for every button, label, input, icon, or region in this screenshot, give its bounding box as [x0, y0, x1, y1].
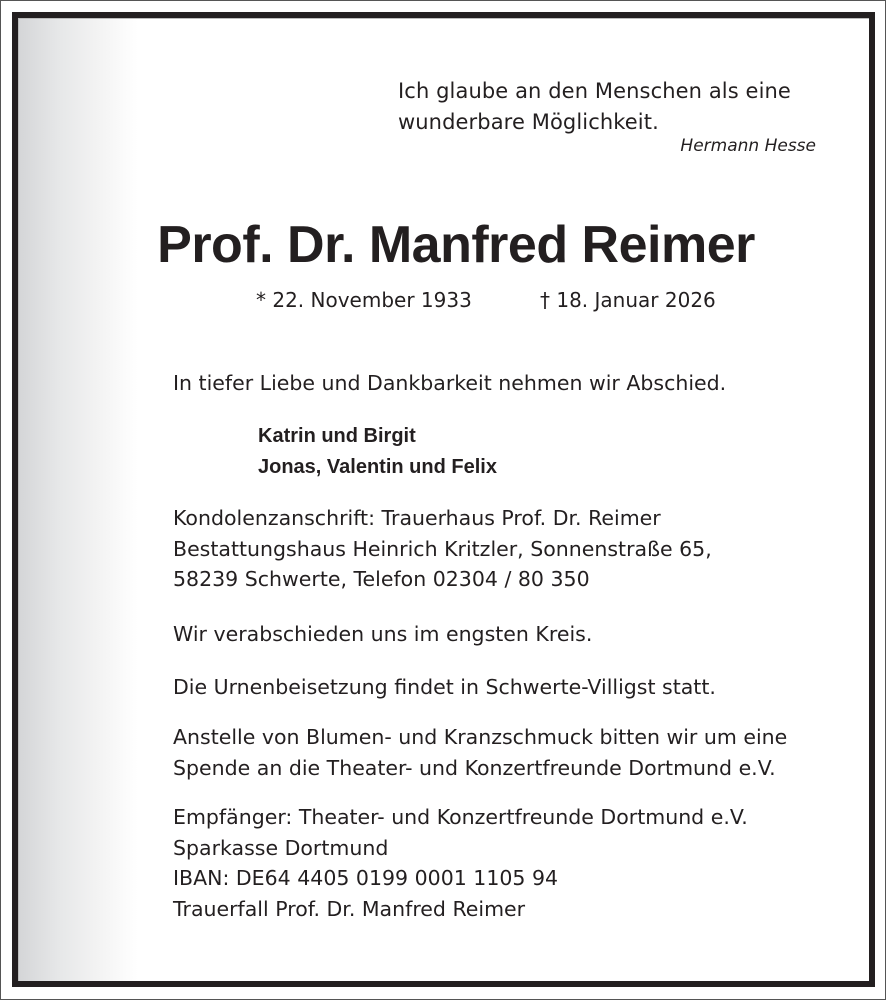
family-names [258, 421, 497, 483]
quote [398, 76, 791, 138]
family-line-1: Katrin und Birgit [258, 425, 416, 447]
bank-details [173, 802, 748, 924]
bank-iban: IBAN: DE64 4405 0199 0001 1105 94 [173, 866, 559, 890]
death-date: † 18. Januar 2026 [540, 288, 716, 312]
condolence-line-1: Kondolenzanschrift: Trauerhaus Prof. Dr. Reimer [173, 506, 661, 530]
farewell-text: In tiefer Liebe und Dankbarkeit nehmen wir Abschied. [173, 371, 727, 395]
bank-reference: Trauerfall Prof. Dr. Manfred Reimer [173, 896, 526, 921]
burial-notice: Die Urnenbeisetzung findet in Schwerte-Villigst statt. [173, 675, 716, 699]
condolence-line-3: 58239 Schwerte, Telefon 02304 / 80 350 [173, 567, 590, 591]
condolence-line-2: Bestattungshaus Heinrich Kritzler, Sonnenstraße 65, [173, 536, 712, 561]
quote-line-2: wunderbare Möglichkeit. [398, 110, 659, 134]
quote-line-1: Ich glaube an den Menschen als eine [398, 79, 791, 103]
donation-notice [173, 722, 787, 783]
quote-author: Hermann Hesse [680, 136, 816, 156]
bank-recipient: Empfänger: Theater- und Konzertfreunde Dortmund e.V. [173, 805, 748, 829]
bank-name: Sparkasse Dortmund [173, 835, 389, 860]
birth-date: * 22. November 1933 [256, 288, 472, 312]
donation-line-2: Spende an die Theater- und Konzertfreunde Dortmund e.V. [173, 755, 776, 780]
condolence-address [173, 503, 712, 595]
family-line-2: Jonas, Valentin und Felix [258, 456, 497, 478]
deceased-name: Prof. Dr. Manfred Reimer [157, 216, 755, 274]
private-farewell-notice: Wir verabschieden uns im engsten Kreis. [173, 622, 593, 646]
donation-line-1: Anstelle von Blumen- und Kranzschmuck bitten wir um eine [173, 725, 788, 749]
